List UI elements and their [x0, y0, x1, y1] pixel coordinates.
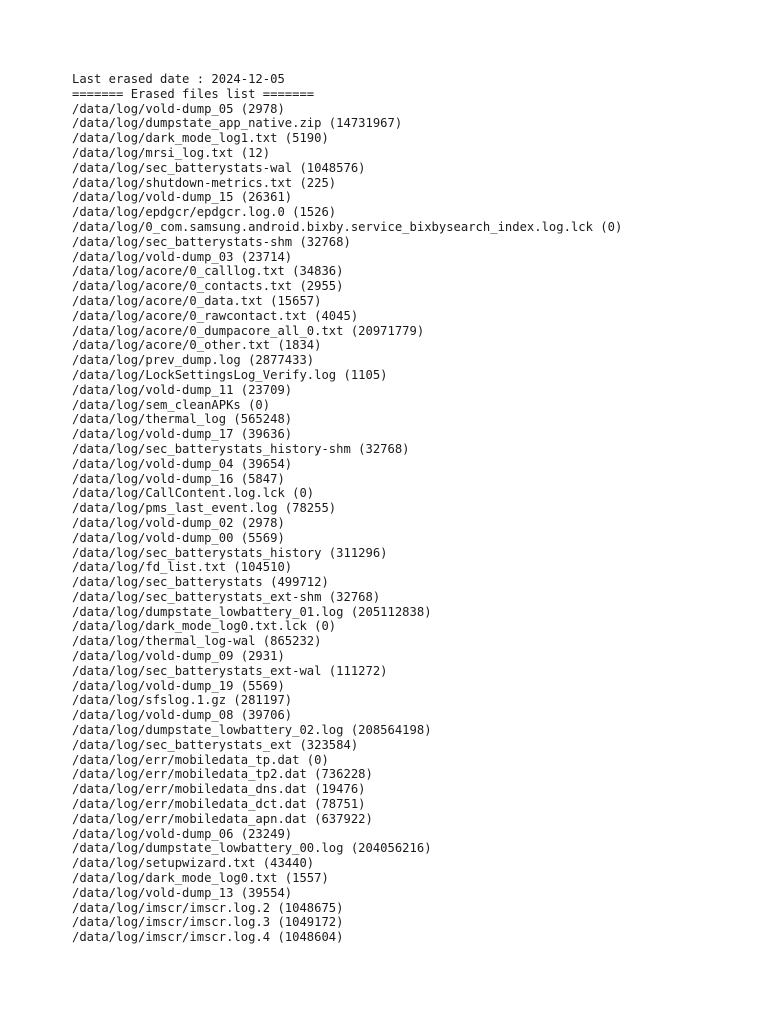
- file-list-item: /data/log/sec_batterystats (499712): [72, 575, 329, 590]
- file-list-item: /data/log/vold-dump_09 (2931): [72, 649, 285, 664]
- file-list-item: /data/log/epdgcr/epdgcr.log.0 (1526): [72, 205, 337, 220]
- file-list-item: /data/log/vold-dump_19 (5569): [72, 678, 285, 693]
- document-page: [72, 72, 752, 945]
- file-list-item: /data/log/sec_batterystats_ext (323584): [72, 737, 359, 752]
- file-list-item: /data/log/sec_batterystats_ext-shm (32768): [72, 589, 381, 604]
- file-list-item: /data/log/imscr/imscr.log.3 (1049172): [72, 915, 344, 930]
- file-list-item: /data/log/acore/0_dumpacore_all_0.txt (20971779): [72, 323, 425, 338]
- file-list-item: /data/log/sem_cleanAPKs (0): [72, 397, 271, 412]
- file-list-item: /data/log/vold-dump_08 (39706): [72, 708, 293, 723]
- file-list-item: /data/log/acore/0_other.txt (1834): [72, 338, 322, 353]
- file-list-item: /data/log/mrsi_log.txt (12): [72, 145, 271, 160]
- file-list-item: /data/log/pms_last_event.log (78255): [72, 501, 337, 516]
- file-list-item: /data/log/err/mobiledata_tp.dat (0): [72, 752, 329, 767]
- file-list-item: /data/log/sfslog.1.gz (281197): [72, 693, 293, 708]
- file-list-item: /data/log/CallContent.log.lck (0): [72, 486, 315, 501]
- file-list-item: /data/log/vold-dump_06 (23249): [72, 826, 293, 841]
- file-list-item: /data/log/0_com.samsung.android.bixby.service_bixbysearch_index.log.lck (0): [72, 219, 623, 234]
- file-list-item: /data/log/vold-dump_04 (39654): [72, 456, 293, 471]
- file-list-item: /data/log/sec_batterystats-shm (32768): [72, 234, 351, 249]
- file-list-item: /data/log/sec_batterystats_history-shm (32768): [72, 441, 410, 456]
- file-list-item: /data/log/vold-dump_05 (2978): [72, 101, 285, 116]
- file-list-item: /data/log/err/mobiledata_dns.dat (19476): [72, 782, 366, 797]
- file-list-item: /data/log/dumpstate_lowbattery_01.log (205112838): [72, 604, 432, 619]
- file-list-item: /data/log/shutdown-metrics.txt (225): [72, 175, 337, 190]
- file-list-item: /data/log/sec_batterystats-wal (1048576): [72, 160, 366, 175]
- file-list-item: /data/log/dumpstate_lowbattery_00.log (204056216): [72, 841, 432, 856]
- file-list-item: /data/log/dumpstate_app_native.zip (14731967): [72, 116, 403, 131]
- file-list-item: /data/log/err/mobiledata_tp2.dat (736228): [72, 767, 373, 782]
- file-list-item: /data/log/setupwizard.txt (43440): [72, 856, 315, 871]
- file-list-item: /data/log/vold-dump_11 (23709): [72, 382, 293, 397]
- file-list-item: /data/log/acore/0_calllog.txt (34836): [72, 264, 344, 279]
- file-list-item: /data/log/vold-dump_03 (23714): [72, 249, 293, 264]
- file-list-item: /data/log/vold-dump_00 (5569): [72, 530, 285, 545]
- file-list-item: /data/log/vold-dump_02 (2978): [72, 515, 285, 530]
- file-list-item: /data/log/fd_list.txt (104510): [72, 560, 293, 575]
- file-list-item: /data/log/sec_batterystats_history (311296): [72, 545, 388, 560]
- erased-date-line: Last erased date : 2024-12-05: [72, 72, 285, 86]
- file-list-item: /data/log/thermal_log-wal (865232): [72, 634, 322, 649]
- file-list-item: /data/log/err/mobiledata_apn.dat (637922): [72, 811, 373, 826]
- file-list-item: /data/log/acore/0_rawcontact.txt (4045): [72, 308, 359, 323]
- file-list-item: /data/log/dark_mode_log0.txt (1557): [72, 871, 329, 886]
- file-list-item: /data/log/sec_batterystats_ext-wal (111272): [72, 663, 388, 678]
- file-list-item: /data/log/dumpstate_lowbattery_02.log (208564198): [72, 723, 432, 738]
- erased-files-list-title: ======= Erased files list =======: [72, 86, 315, 101]
- file-list-item: /data/log/dark_mode_log1.txt (5190): [72, 131, 329, 146]
- file-list-item: /data/log/prev_dump.log (2877433): [72, 353, 315, 368]
- file-list-item: /data/log/acore/0_contacts.txt (2955): [72, 279, 344, 294]
- file-list-item: /data/log/thermal_log (565248): [72, 412, 293, 427]
- file-list-item: /data/log/vold-dump_13 (39554): [72, 885, 293, 900]
- erased-files-list: [72, 102, 752, 945]
- file-list-item: /data/log/vold-dump_15 (26361): [72, 190, 293, 205]
- file-list-item: /data/log/acore/0_data.txt (15657): [72, 293, 322, 308]
- file-list-item: /data/log/dark_mode_log0.txt.lck (0): [72, 619, 337, 634]
- file-list-item: /data/log/err/mobiledata_dct.dat (78751): [72, 797, 366, 812]
- file-list-item: /data/log/vold-dump_16 (5847): [72, 471, 285, 486]
- file-list-item: /data/log/imscr/imscr.log.4 (1048604): [72, 930, 344, 945]
- file-list-item: /data/log/imscr/imscr.log.2 (1048675): [72, 900, 344, 915]
- file-list-item: /data/log/LockSettingsLog_Verify.log (1105): [72, 367, 388, 382]
- file-list-item: /data/log/vold-dump_17 (39636): [72, 427, 293, 442]
